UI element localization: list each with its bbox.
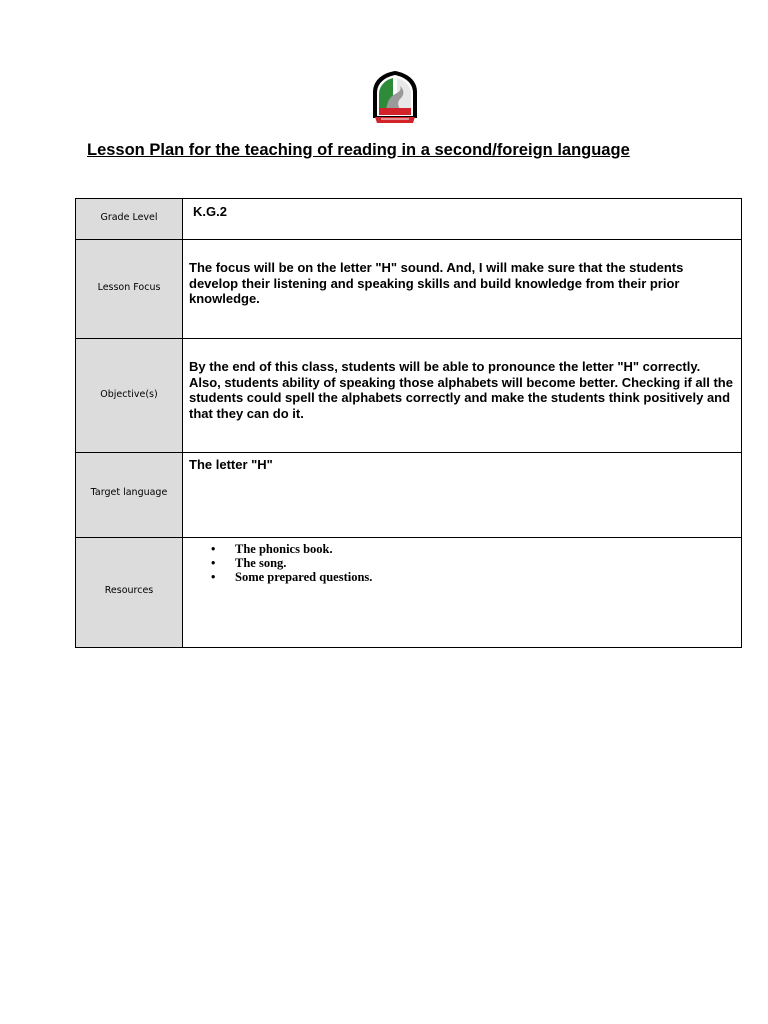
objectives-label: Objective(s) bbox=[100, 389, 158, 400]
table-row bbox=[76, 240, 742, 339]
grade-level-label: Grade Level bbox=[100, 212, 158, 223]
table-row bbox=[76, 339, 742, 453]
objectives-value-cell bbox=[183, 339, 742, 453]
school-crest-logo bbox=[369, 70, 421, 126]
resources-label: Resources bbox=[104, 585, 154, 596]
table-row bbox=[76, 199, 742, 240]
target-language-label: Target language bbox=[90, 487, 168, 498]
list-item: • The song. bbox=[235, 556, 741, 570]
table-row bbox=[76, 538, 742, 648]
list-item: • The phonics book. bbox=[235, 542, 741, 556]
objectives-label-cell bbox=[76, 339, 183, 453]
resources-label-cell bbox=[76, 538, 183, 648]
target-language-text: The letter "H" bbox=[189, 457, 273, 472]
grade-level-value-cell bbox=[183, 199, 742, 240]
lesson-plan-table bbox=[75, 198, 742, 648]
resources-list bbox=[183, 538, 741, 584]
lesson-focus-text: The focus will be on the letter "H" sound. And, I will make sure that the students develop their listening and speaking skills and build knowledge from their prior knowledge. bbox=[189, 260, 684, 306]
grade-level-value: K.G.2 bbox=[193, 204, 227, 219]
lesson-focus-label: Lesson Focus bbox=[97, 282, 161, 293]
lesson-focus-label-cell bbox=[76, 240, 183, 339]
grade-level-label-cell bbox=[76, 199, 183, 240]
objectives-text: By the end of this class, students will be able to pronounce the letter "H" correctly. Also, students ability of speaking those alphabets will become better. Checking if all the students could spell the alphabets correctly and make the students think positively and that they can do it. bbox=[189, 359, 733, 421]
target-language-label-cell bbox=[76, 453, 183, 538]
table-row bbox=[76, 453, 742, 538]
page-title: Lesson Plan for the teaching of reading in a second/foreign language bbox=[87, 141, 630, 159]
list-item: • Some prepared questions. bbox=[235, 570, 741, 584]
lesson-focus-value-cell bbox=[183, 240, 742, 339]
target-language-value-cell bbox=[183, 453, 742, 538]
resources-value-cell bbox=[183, 538, 742, 648]
